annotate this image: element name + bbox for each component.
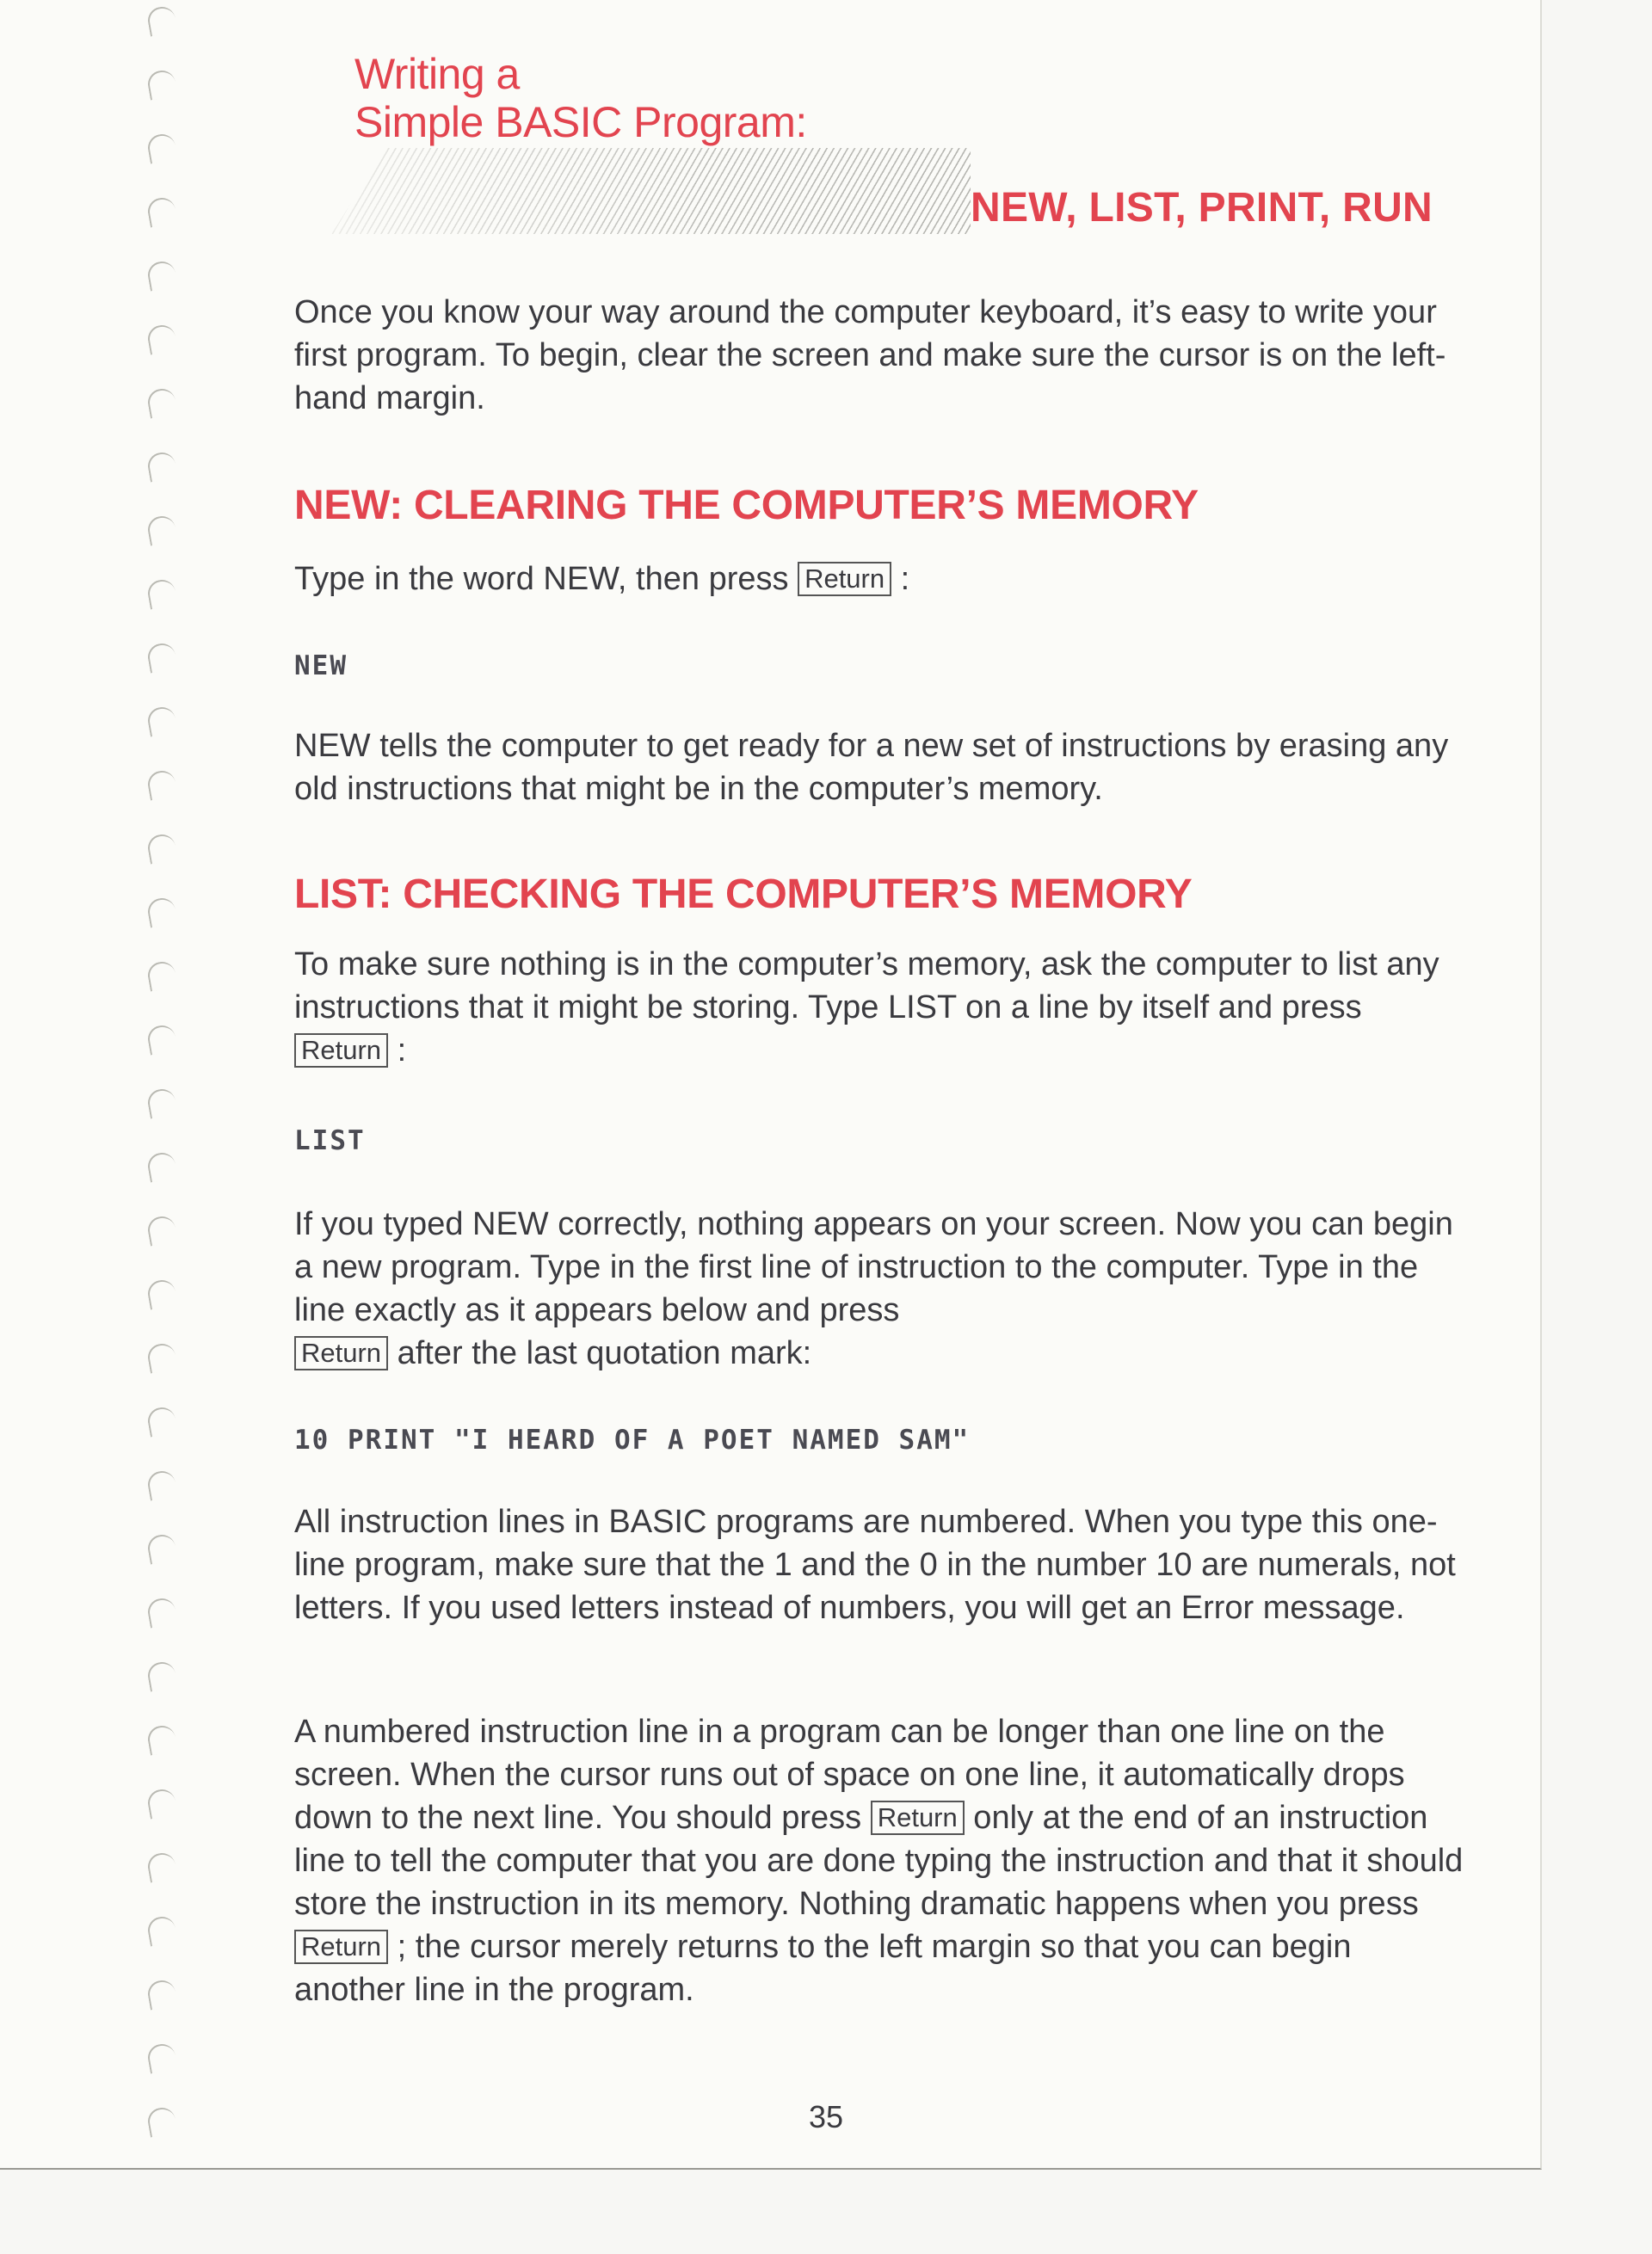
ring-hole xyxy=(145,132,177,163)
new-instruction-text: Type in the word NEW, then press xyxy=(294,561,789,597)
intro-paragraph: Once you know your way around the computer keyboard, it’s easy to write your first program. To begin, clear the screen and make sure the cursor is on the left-hand margin. xyxy=(294,294,1446,416)
ring-hole xyxy=(145,323,177,354)
ring-hole xyxy=(145,1469,177,1500)
ring-hole xyxy=(145,4,177,36)
ring-hole xyxy=(145,1150,177,1182)
first-line-paragraph xyxy=(294,1203,1464,1375)
ring-hole xyxy=(145,1278,177,1309)
ring-hole xyxy=(145,1851,177,1882)
ring-hole xyxy=(145,195,177,227)
first-line-text: If you typed NEW correctly, nothing appears on your screen. Now you can begin a new program. Type in the first line of instruction to the computer. Type in the line exactly as it appears below and press xyxy=(294,1206,1453,1328)
ring-hole xyxy=(145,1087,177,1118)
ring-hole xyxy=(145,1978,177,2010)
return-key: Return xyxy=(294,1336,388,1370)
ring-hole xyxy=(145,514,177,545)
ring-hole xyxy=(145,577,177,609)
chapter-title xyxy=(354,50,807,146)
ring-hole xyxy=(145,68,177,100)
page-number: 35 xyxy=(809,2099,844,2134)
ring-hole xyxy=(145,1914,177,1946)
long-line-paragraph xyxy=(294,1710,1464,2011)
code-print-line: 10 PRINT "I HEARD OF A POET NAMED SAM" xyxy=(294,1425,971,1456)
ring-hole xyxy=(145,641,177,673)
section-heading-new: NEW: CLEARING THE COMPUTER’S MEMORY xyxy=(294,483,1199,528)
ring-hole xyxy=(145,259,177,291)
ring-hole xyxy=(145,1787,177,1819)
ring-hole xyxy=(145,1596,177,1628)
ring-hole xyxy=(145,1341,177,1373)
ring-hole xyxy=(145,705,177,736)
code-new: NEW xyxy=(294,650,348,681)
chapter-title-line-2: Simple BASIC Program: xyxy=(354,98,807,146)
ring-hole xyxy=(145,832,177,864)
return-key: Return xyxy=(871,1801,965,1835)
ring-hole xyxy=(145,959,177,991)
list-instruction xyxy=(294,943,1464,1072)
ring-hole xyxy=(145,1214,177,1246)
ring-hole xyxy=(145,1023,177,1055)
ring-hole xyxy=(145,768,177,800)
decorative-hatch-band xyxy=(291,148,971,234)
list-instruction-tail: : xyxy=(388,1032,407,1068)
ring-hole xyxy=(145,1405,177,1437)
long-line-text-3: ; the cursor merely returns to the left margin so that you can begin another line in the program. xyxy=(294,1929,1352,2008)
section-heading-list: LIST: CHECKING THE COMPUTER’S MEMORY xyxy=(294,871,1193,917)
new-explanation: NEW tells the computer to get ready for a new set of instructions by erasing any old instructions that might be in the computer’s memory. xyxy=(294,728,1449,807)
new-instruction xyxy=(294,557,1464,600)
ring-hole xyxy=(145,1660,177,1691)
ring-hole xyxy=(145,1723,177,1755)
numbered-lines-paragraph: All instruction lines in BASIC programs are numbered. When you type this one-line program, make sure that the 1 and the 0 in the number 10 are numerals, not letters. If you used letters instead of numbers, you will get an Error message. xyxy=(294,1504,1456,1626)
binder-ring-holes xyxy=(129,0,181,2168)
long-line-text-1: A numbered instruction line in a program can be longer than one line on the screen. When the cursor runs out of space on one line, it automatically drops down to the next line. You should press xyxy=(294,1714,1405,1836)
first-line-tail: after the last quotation mark: xyxy=(388,1335,812,1371)
code-list: LIST xyxy=(294,1125,366,1156)
ring-hole xyxy=(145,2105,177,2137)
ring-hole xyxy=(145,386,177,418)
chapter-title-line-1: Writing a xyxy=(354,50,520,98)
return-key: Return xyxy=(294,1033,388,1068)
ring-hole xyxy=(145,450,177,482)
return-key: Return xyxy=(294,1930,388,1964)
list-instruction-text: To make sure nothing is in the computer’s memory, ask the computer to list any instructions that it might be storing. Type LIST on a line by itself and press xyxy=(294,946,1439,1025)
return-key: Return xyxy=(798,562,891,596)
long-line-text-2: only at the end of an instruction line to tell the computer that you are done typing the instruction and that it should store the instruction in its memory. Nothing dramatic happens when you press xyxy=(294,1800,1464,1922)
chapter-subtitle: NEW, LIST, PRINT, RUN xyxy=(971,185,1433,231)
new-instruction-tail: : xyxy=(891,561,910,597)
ring-hole xyxy=(145,1532,177,1564)
ring-hole xyxy=(145,2042,177,2073)
ring-hole xyxy=(145,896,177,927)
